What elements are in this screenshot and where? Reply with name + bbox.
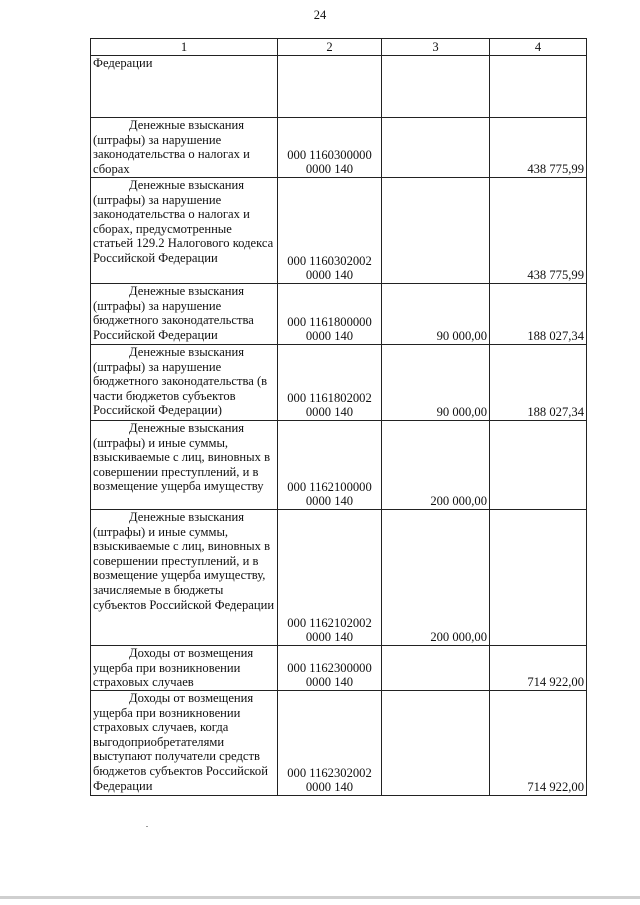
row-code <box>278 56 382 118</box>
column-header: 2 <box>278 39 382 56</box>
row-code: 000 1161802002 0000 140 <box>278 345 382 421</box>
table-row <box>91 345 587 421</box>
row-col4: 438 775,99 <box>490 178 587 284</box>
table-row <box>91 510 587 646</box>
row-col3 <box>382 56 490 118</box>
table-row <box>91 421 587 510</box>
row-col3: 200 000,00 <box>382 421 490 510</box>
row-code: 000 1160302002 0000 140 <box>278 178 382 284</box>
row-name: Доходы от возмещения ущерба при возникновении страховых случаев, когда выгодоприобретателями выступают получатели средств бюджетов субъектов Российской Федерации <box>91 691 278 796</box>
table-row <box>91 56 587 118</box>
table-row <box>91 691 587 796</box>
page-number: 24 <box>313 8 327 22</box>
row-code: 000 1161800000 0000 140 <box>278 284 382 345</box>
row-code: 000 1162100000 0000 140 <box>278 421 382 510</box>
row-name: Федерации <box>91 56 278 118</box>
row-col3: 90 000,00 <box>382 345 490 421</box>
table-row <box>91 118 587 178</box>
row-code: 000 1160300000 0000 140 <box>278 118 382 178</box>
row-col3 <box>382 178 490 284</box>
row-code: 000 1162102002 0000 140 <box>278 510 382 646</box>
row-name: Денежные взыскания (штрафы) и иные суммы, взыскиваемые с лиц, виновных в совершении преступлений, и в возмещение ущерба имуществу <box>91 421 278 510</box>
row-col3 <box>382 646 490 691</box>
column-header: 4 <box>490 39 587 56</box>
row-col3 <box>382 691 490 796</box>
scan-edge <box>0 896 640 899</box>
column-header: 1 <box>91 39 278 56</box>
row-name: Денежные взыскания (штрафы) за нарушение законодательства о налогах и сборах, предусмотренные статьей 129.2 Налогового кодекса Российской Федерации <box>91 178 278 284</box>
row-name: Доходы от возмещения ущерба при возникновении страховых случаев <box>91 646 278 691</box>
row-col4 <box>490 56 587 118</box>
scan-mark <box>146 826 148 827</box>
row-code: 000 1162302002 0000 140 <box>278 691 382 796</box>
row-col3: 200 000,00 <box>382 510 490 646</box>
table-header-row <box>91 39 587 56</box>
row-col3: 90 000,00 <box>382 284 490 345</box>
row-col4: 438 775,99 <box>490 118 587 178</box>
table-row <box>91 646 587 691</box>
table-row <box>91 284 587 345</box>
row-col4: 714 922,00 <box>490 691 587 796</box>
row-col4 <box>490 510 587 646</box>
row-col4: 188 027,34 <box>490 345 587 421</box>
row-name: Денежные взыскания (штрафы) и иные суммы, взыскиваемые с лиц, виновных в совершении преступлений, и в возмещение ущерба имуществу, зачисляемые в бюджеты субъектов Российской Федерации <box>91 510 278 646</box>
row-name: Денежные взыскания (штрафы) за нарушение законодательства о налогах и сборах <box>91 118 278 178</box>
row-name: Денежные взыскания (штрафы) за нарушение бюджетного законодательства Российской Федерации <box>91 284 278 345</box>
row-code: 000 1162300000 0000 140 <box>278 646 382 691</box>
column-header: 3 <box>382 39 490 56</box>
row-name: Денежные взыскания (штрафы) за нарушение бюджетного законодательства (в части бюджетов субъектов Российской Федерации) <box>91 345 278 421</box>
revenue-table <box>90 38 587 796</box>
row-col4: 714 922,00 <box>490 646 587 691</box>
table-row <box>91 178 587 284</box>
row-col4 <box>490 421 587 510</box>
row-col3 <box>382 118 490 178</box>
row-col4: 188 027,34 <box>490 284 587 345</box>
